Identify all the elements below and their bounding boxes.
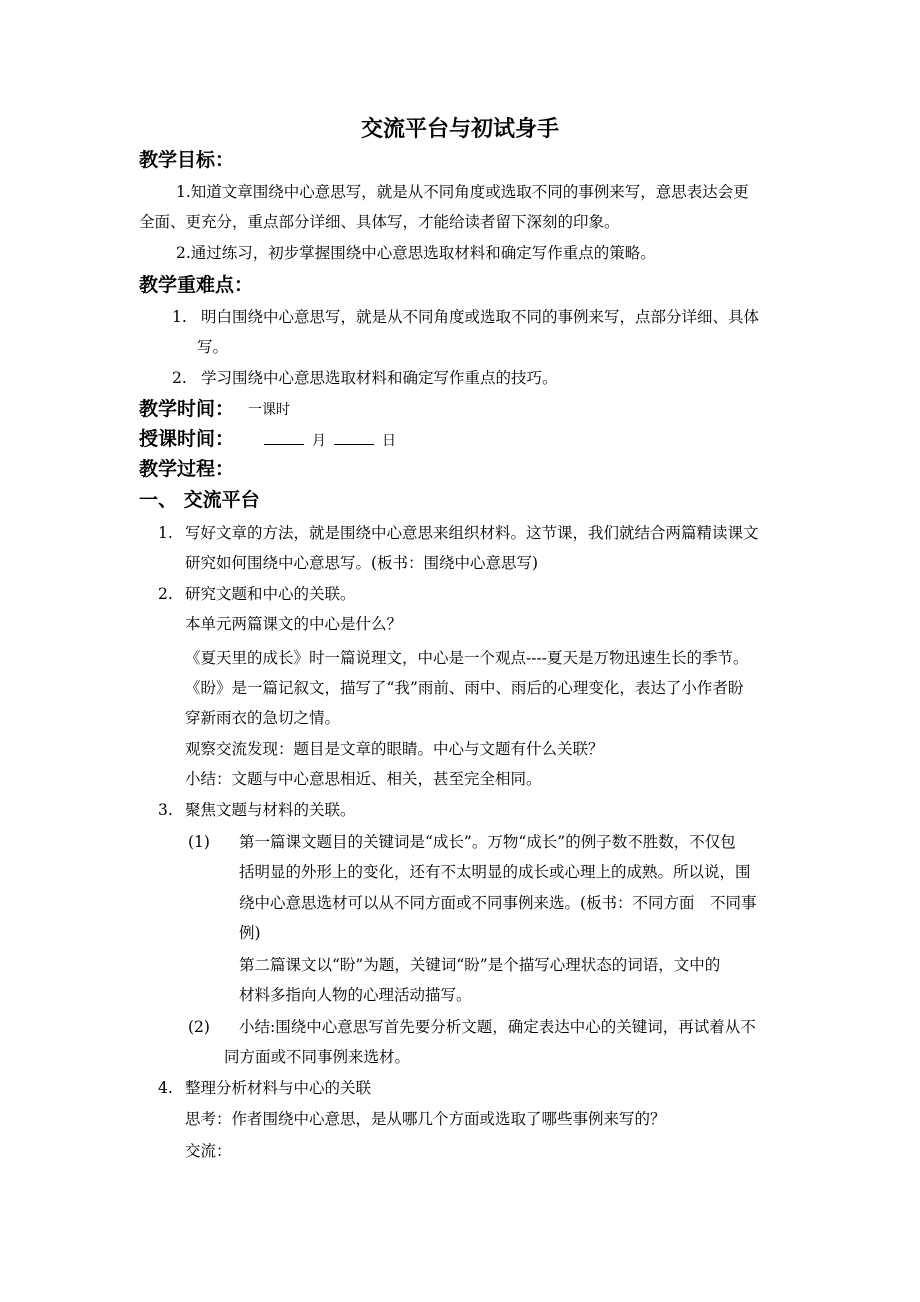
difficulty-2-number: 2. bbox=[172, 369, 187, 387]
document-title: 交流平台与初试身手 bbox=[360, 117, 559, 142]
step-1-line-1: 写好文章的方法，就是围绕中心意思来组织材料。这节课，我们就结合两篇精读课文 bbox=[185, 524, 759, 542]
class-time-fill bbox=[256, 430, 396, 451]
process-heading: 教学过程： bbox=[139, 458, 235, 480]
objective-1-line-2: 全面、更充分，重点部分详细、具体写，才能给读者留下深刻的印象。 bbox=[139, 213, 620, 231]
step-4-line-2: 思考：作者围绕中心意思，是从哪几个方面或选取了哪些事例来写的？ bbox=[185, 1110, 666, 1128]
point-2-line-1: 小结:围绕中心意思写首先要分析文题，确定表达中心的关键词，再试着从不 bbox=[239, 1018, 756, 1036]
point-2-number: (2) bbox=[188, 1018, 210, 1036]
point-1-line-1: 第一篇课文题目的关键词是“成长”。万物“成长”的例子数不胜数，不仅包 bbox=[239, 833, 736, 851]
step-1-line-2: 研究如何围绕中心意思写。(板书：围绕中心意思写) bbox=[185, 554, 539, 572]
month-blank[interactable] bbox=[264, 430, 304, 445]
point-1-number: (1) bbox=[188, 833, 210, 851]
step-2-line-4: 《盼》是一篇记叙文，描写了“我”雨前、雨中、雨后的心理变化，表达了小作者盼 bbox=[185, 679, 744, 697]
point-1-line-6: 材料多指向人物的心理活动描写。 bbox=[239, 986, 472, 1004]
difficulties-heading: 教学重难点： bbox=[139, 274, 254, 296]
step-3-line-1: 聚焦文题与材料的关联。 bbox=[185, 801, 356, 819]
step-2-line-1: 研究文题和中心的关联。 bbox=[185, 585, 356, 603]
point-1-line-2: 括明显的外形上的变化，还有不太明显的成长或心理上的成熟。所以说，围 bbox=[239, 863, 751, 881]
step-3-number: 3. bbox=[158, 801, 173, 819]
difficulty-1-line-2: 写。 bbox=[197, 338, 229, 356]
time-value: 一课时 bbox=[248, 402, 290, 418]
class-time-heading: 授课时间： bbox=[139, 428, 235, 450]
difficulty-1-line-1: 明白围绕中心意思写，就是从不同角度或选取不同的事例来写，点部分详细、具体 bbox=[201, 308, 760, 326]
step-2-line-7: 小结：文题与中心意思相近、相关，甚至完全相同。 bbox=[185, 770, 542, 788]
point-2-line-2: 同方面或不同事例来选材。 bbox=[224, 1048, 411, 1066]
day-label: 日 bbox=[382, 433, 396, 449]
objective-1-line-1: 1.知道文章围绕中心意思写，就是从不同角度或选取不同的事例来写，意思表达会更 bbox=[176, 183, 749, 201]
step-2-line-2: 本单元两篇课文的中心是什么？ bbox=[185, 615, 403, 633]
point-1-line-3: 绕中心意思选材可以从不同方面或不同事例来选。(板书：不同方面 不同事 bbox=[239, 894, 757, 912]
step-4-line-1: 整理分析材料与中心的关联 bbox=[185, 1079, 372, 1097]
month-label: 月 bbox=[312, 433, 326, 449]
step-4-line-3: 交流： bbox=[185, 1142, 232, 1160]
step-1-number: 1. bbox=[158, 524, 173, 542]
time-heading: 教学时间： bbox=[139, 398, 235, 420]
step-2-number: 2. bbox=[158, 585, 173, 603]
day-blank[interactable] bbox=[334, 430, 374, 445]
objective-2: 2.通过练习，初步掌握围绕中心意思选取材料和确定写作重点的策略。 bbox=[176, 244, 656, 262]
step-2-line-3: 《夏天里的成长》时一篇说理文，中心是一个观点----夏天是万物迅速生长的季节。 bbox=[185, 649, 749, 667]
section-1-heading: 一、 交流平台 bbox=[139, 489, 260, 511]
step-2-line-5: 穿新雨衣的急切之情。 bbox=[185, 709, 341, 727]
point-1-line-4: 例) bbox=[239, 924, 261, 942]
difficulty-1-number: 1. bbox=[172, 308, 187, 326]
difficulty-2: 学习围绕中心意思选取材料和确定写作重点的技巧。 bbox=[201, 369, 558, 387]
step-2-line-6: 观察交流发现：题目是文章的眼睛。中心与文题有什么关联？ bbox=[185, 740, 604, 758]
point-1-line-5: 第二篇课文以“盼”为题，关键词“盼”是个描写心理状态的词语，文中的 bbox=[239, 956, 721, 974]
step-4-number: 4. bbox=[158, 1079, 173, 1097]
objectives-heading: 教学目标： bbox=[139, 149, 235, 171]
